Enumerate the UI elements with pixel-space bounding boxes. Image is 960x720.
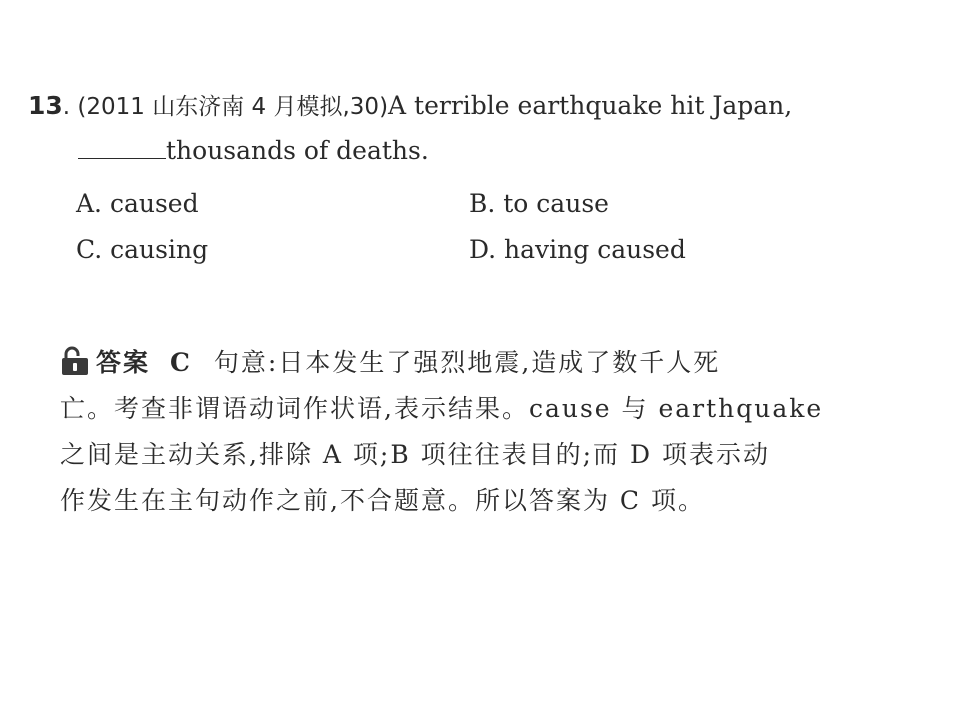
question-source: . (2011 山东济南 4 月模拟,30) — [62, 94, 389, 120]
explanation-text-4: 作发生在主句动作之前,不合题意。所以答案为 C 项。 — [60, 486, 705, 515]
question-stem-text-1: A terrible earthquake hit Japan, — [388, 91, 793, 120]
question-stem-text-2: thousands of deaths. — [166, 136, 429, 165]
option-b: B. to cause — [469, 188, 609, 218]
answer-line-4 — [60, 478, 860, 524]
explanation-text-2: 亡。考查非谓语动词作状语,表示结果。cause 与 earthquake — [60, 394, 824, 423]
explanation-text-1: 句意:日本发生了强烈地震,造成了数千人死 — [213, 348, 721, 377]
question-stem-line-2 — [28, 129, 928, 173]
answer-line-3 — [60, 432, 860, 478]
unlock-icon — [60, 345, 90, 375]
question-stem-line-1 — [28, 84, 928, 129]
option-d: D. having caused — [469, 234, 686, 264]
option-c: C. causing — [76, 234, 209, 264]
explanation-text-3: 之间是主动关系,排除 A 项;B 项往往表目的;而 D 项表示动 — [60, 440, 770, 469]
answer-line-2 — [60, 386, 860, 432]
answer-blank — [78, 136, 166, 159]
answer-letter: C — [170, 348, 192, 377]
option-row — [76, 226, 896, 272]
answer-line-1 — [60, 340, 860, 386]
option-a: A. caused — [76, 188, 199, 218]
question-block — [28, 84, 928, 173]
question-number: 13 — [28, 91, 63, 120]
answer-explanation — [60, 340, 860, 524]
answer-label: 答案 — [96, 348, 151, 377]
option-row — [76, 180, 896, 226]
options-block — [76, 180, 896, 272]
